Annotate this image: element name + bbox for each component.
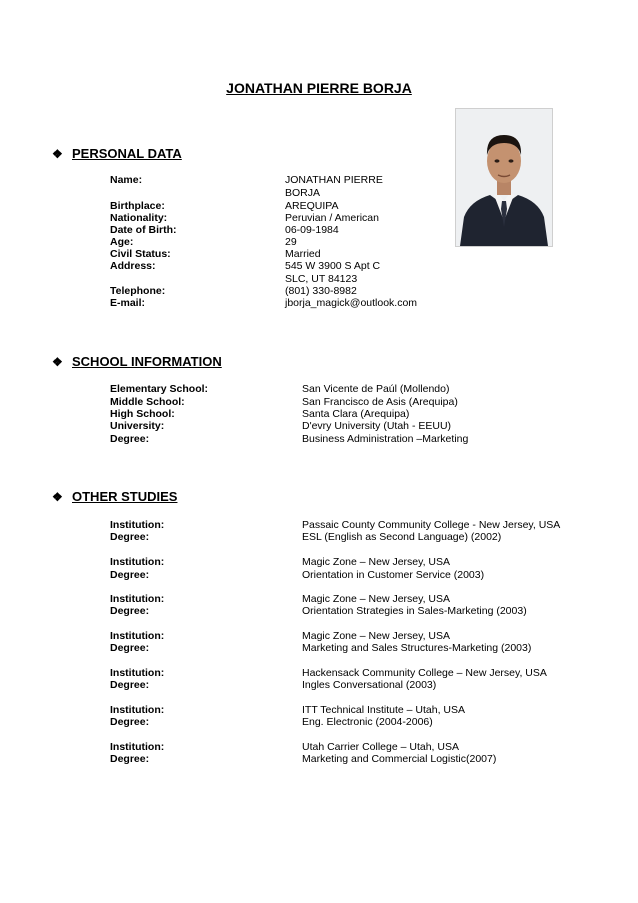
label-university: University:: [110, 420, 165, 432]
value-institution: ITT Technical Institute – Utah, USA: [302, 704, 466, 716]
value-elementary-school: San Vicente de Paúl (Mollendo): [302, 383, 450, 395]
section-school-information: [52, 354, 222, 369]
label-institution: Institution:: [110, 630, 165, 642]
diamond-bullet-icon: ❖: [52, 354, 63, 369]
value-degree: ESL (English as Second Language) (2002): [302, 531, 502, 543]
label-email: E-mail:: [110, 297, 146, 309]
value-address-line2: SLC, UT 84123: [285, 273, 358, 285]
value-address-line1: 545 W 3900 S Apt C: [285, 260, 381, 272]
value-degree: Orientation Strategies in Sales-Marketing (2003): [302, 605, 527, 617]
value-telephone: (801) 330-8982: [285, 285, 357, 297]
value-email: jborja_magick@outlook.com: [285, 297, 418, 309]
value-degree: Ingles Conversational (2003): [302, 679, 437, 691]
label-institution: Institution:: [110, 556, 165, 568]
label-degree: Degree:: [110, 433, 150, 445]
value-degree: Eng. Electronic (2004-2006): [302, 716, 433, 728]
label-degree: Degree:: [110, 753, 150, 765]
section-personal-data: [52, 146, 182, 161]
value-degree: Business Administration –Marketing: [302, 433, 469, 445]
value-institution: Passaic County Community College - New Jersey, USA: [302, 519, 561, 531]
value-institution: Magic Zone – New Jersey, USA: [302, 593, 451, 605]
value-institution: Magic Zone – New Jersey, USA: [302, 630, 451, 642]
section-other-studies: [52, 489, 177, 504]
label-date-of-birth: Date of Birth:: [110, 224, 177, 236]
section-heading: SCHOOL INFORMATION: [72, 354, 222, 369]
section-heading: PERSONAL DATA: [72, 146, 182, 161]
label-high-school: High School:: [110, 408, 175, 420]
value-degree: Marketing and Sales Structures-Marketing (2003): [302, 642, 532, 654]
value-date-of-birth: 06-09-1984: [285, 224, 339, 236]
value-institution: Hackensack Community College – New Jersey, USA: [302, 667, 547, 679]
person-photo-icon: [456, 109, 552, 246]
label-degree: Degree:: [110, 531, 150, 543]
value-name-line2: BORJA: [285, 187, 321, 199]
label-birthplace: Birthplace:: [110, 200, 165, 212]
label-degree: Degree:: [110, 569, 150, 581]
value-middle-school: San Francisco de Asis (Arequipa): [302, 396, 458, 408]
value-civil-status: Married: [285, 248, 321, 260]
value-degree: Marketing and Commercial Logistic(2007): [302, 753, 497, 765]
label-middle-school: Middle School:: [110, 396, 185, 408]
value-institution: Magic Zone – New Jersey, USA: [302, 556, 451, 568]
value-name-line1: JONATHAN PIERRE: [285, 174, 383, 186]
label-age: Age:: [110, 236, 134, 248]
label-institution: Institution:: [110, 741, 165, 753]
section-heading: OTHER STUDIES: [72, 489, 178, 504]
value-degree: Orientation in Customer Service (2003): [302, 569, 485, 581]
value-birthplace: AREQUIPA: [285, 200, 339, 212]
label-elementary-school: Elementary School:: [110, 383, 209, 395]
label-degree: Degree:: [110, 605, 150, 617]
diamond-bullet-icon: ❖: [52, 489, 63, 504]
label-address: Address:: [110, 260, 156, 272]
label-degree: Degree:: [110, 642, 150, 654]
label-institution: Institution:: [110, 667, 165, 679]
profile-photo: [455, 108, 553, 247]
label-degree: Degree:: [110, 716, 150, 728]
label-institution: Institution:: [110, 704, 165, 716]
label-degree: Degree:: [110, 679, 150, 691]
label-civil-status: Civil Status:: [110, 248, 171, 260]
label-institution: Institution:: [110, 593, 165, 605]
value-nationality: Peruvian / American: [285, 212, 379, 224]
value-age: 29: [285, 236, 297, 248]
diamond-bullet-icon: ❖: [52, 146, 63, 161]
label-nationality: Nationality:: [110, 212, 168, 224]
value-university: D'evry University (Utah - EEUU): [302, 420, 452, 432]
page-title: JONATHAN PIERRE BORJA: [226, 80, 412, 96]
value-institution: Utah Carrier College – Utah, USA: [302, 741, 459, 753]
label-institution: Institution:: [110, 519, 165, 531]
value-high-school: Santa Clara (Arequipa): [302, 408, 410, 420]
label-name: Name:: [110, 174, 143, 186]
label-telephone: Telephone:: [110, 285, 166, 297]
